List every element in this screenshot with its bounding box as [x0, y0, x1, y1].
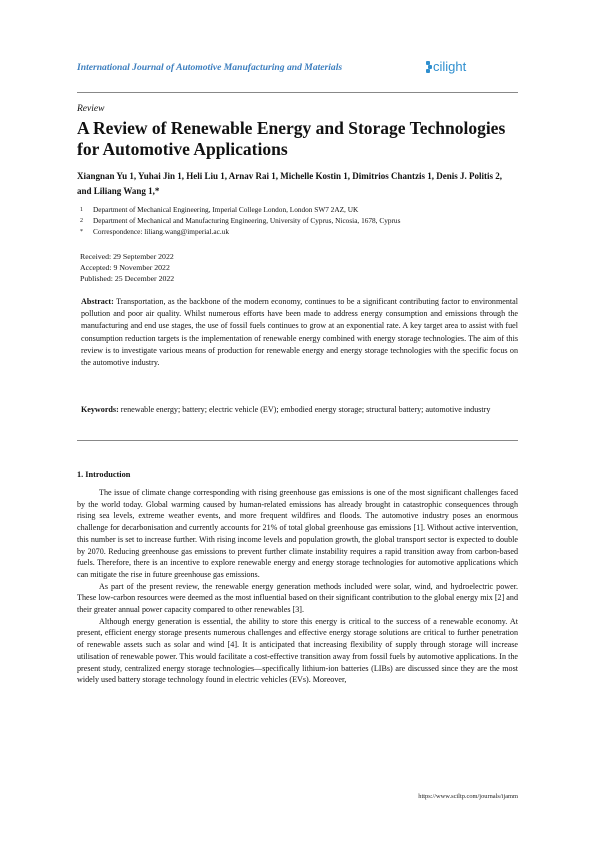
abstract: [81, 296, 518, 369]
correspondence: [80, 227, 520, 238]
author-list: Xiangnan Yu 1, Yuhai Jin 1, Heli Liu 1, Arnav Rai 1, Michelle Kostin 1, Dimitrios Chantzis 1, Denis J. Politis 2, and Liliang Wang 1,*: [77, 171, 502, 196]
keywords-label: Keywords:: [81, 405, 119, 414]
affiliation-marker: *: [80, 228, 83, 235]
affiliation-text: Department of Mechanical Engineering, Imperial College London, London SW7 2AZ, UK: [93, 205, 359, 214]
affiliation-item: [80, 216, 520, 227]
journal-name: International Journal of Automotive Manufacturing and Materials: [77, 62, 343, 73]
affiliations: [80, 205, 520, 237]
header-divider: [77, 92, 518, 93]
affiliation-text: Department of Mechanical and Manufacturing Engineering, University of Cyprus, Nicosia, 1678, Cyprus: [93, 215, 401, 225]
section-body: [77, 487, 518, 686]
correspondence-text[interactable]: Correspondence: liliang.wang@imperial.ac.uk: [93, 226, 229, 236]
affiliation-item: [80, 205, 520, 216]
publisher-logo: [426, 59, 466, 74]
article-type: Review: [77, 104, 105, 114]
section-heading: 1. Introduction: [77, 470, 131, 479]
body-paragraph: Although energy generation is essential, the ability to store this energy is critical to the success of a renewable economy. At present, efficient energy storage presents numerous challenges and effective energy storage solutions are critical to further penetration of renewable assets such as solar and wind [4]. It is anticipated that increasing flexibility of supply through storage will increase utilisation of renewable power. This would facilitate a cost-effective transition away from fossil fuels by automotive applications. In the present study, centralized energy storage technologies—specifically lithium-ion batteries (LIBs) are discussed since they are the most widely used battery storage technology found in electric vehicles (EVs). Moreover,: [77, 616, 518, 685]
accepted-date: Accepted: 9 November 2022: [80, 262, 170, 272]
keywords-text: renewable energy; battery; electric vehicle (EV); embodied energy storage; structural battery; automotive industry: [120, 405, 491, 414]
affiliation-marker: 2: [80, 217, 83, 224]
received-date: Received: 29 September 2022: [80, 252, 174, 261]
body-paragraph: As part of the present review, the renewable energy generation methods included were solar, wind, and hydroelectric power. These low-carbon resources were deemed as the most influential based on their significant contribution to the global energy mix [2] and their greater annual power capacity compared to other renewables [3].: [77, 581, 518, 615]
publisher-logo-text: cilight: [433, 59, 467, 74]
article-title: A Review of Renewable Energy and Storage Technologies for Automotive Applications: [77, 118, 506, 159]
abstract-label: Abstract:: [81, 297, 114, 306]
scilight-logo-icon: [426, 61, 432, 73]
article-dates: [80, 252, 174, 284]
abstract-divider: [77, 440, 518, 441]
abstract-text: Transportation, as the backbone of the modern economy, continues to be a significant contributing factor to environmental pollution and poor air quality. Whilst numerous efforts have been made to address energy consumption and emissions through the manufacturing and end use stages, the use of fossil fuels continues to grow at an exponential rate. A key target area to assist with fuel consumption reduction targets is the implementation of renewable energy combined with energy storage technologies. The aim of this review is to investigate various means of production for renewable energy and energy storage technologies with the specific focus on the automotive industry.: [81, 297, 518, 368]
footer-url[interactable]: https://www.sciltp.com/journals/ijamm: [418, 793, 518, 800]
keywords: [81, 404, 518, 416]
published-date: Published: 25 December 2022: [80, 273, 175, 283]
body-paragraph: The issue of climate change corresponding with rising greenhouse gas emissions is one of the most significant challenges faced by the world today. Global warming caused by human-related emissions has already brought in catastrophic consequences through rising sea levels, extreme weather events, and more frequent wildfires and floods. The automotive industry poses an enormous challenge for decarbonisation and currently accounts for 21% of total global greenhouse gas emissions [1]. Without active intervention, this number is set to increase further. With rising income levels and population growth, the global transport sector is expected to double by 2070. Reducing greenhouse gas emissions to prevent further climate instability requires a rapid transition away from carbon-based fuels. Therefore, there is an incentive to explore renewable energy and energy storage technologies for automotive applications which can mitigate the rise in future greenhouse gas emissions.: [77, 488, 518, 579]
affiliation-marker: 1: [80, 207, 83, 213]
